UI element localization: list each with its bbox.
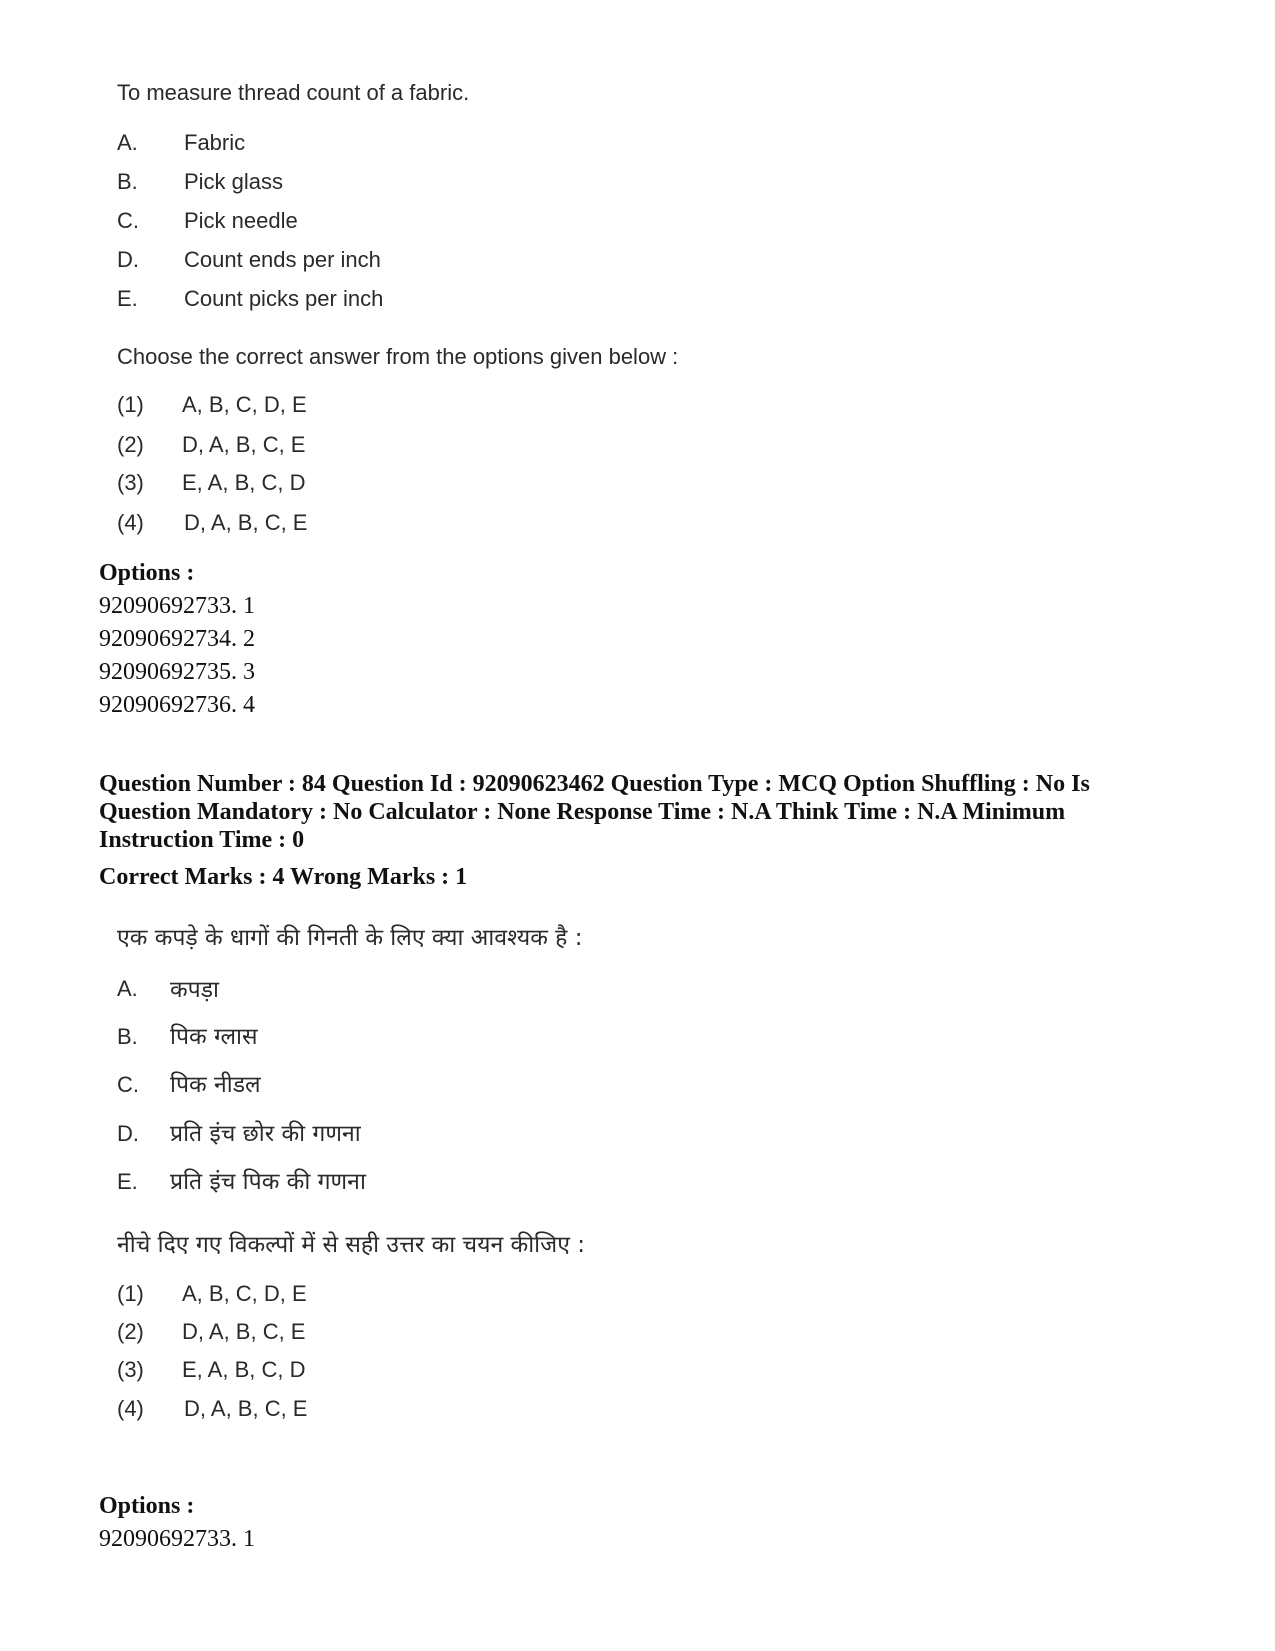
- choice-text: A, B, C, D, E: [182, 392, 307, 417]
- item-letter: A.: [117, 976, 138, 1001]
- options-heading: Options :: [99, 560, 195, 586]
- answer-instruction-english: Choose the correct answer from the options given below :: [117, 344, 679, 369]
- item-text: पिक ग्लास: [170, 1024, 258, 1050]
- choice-number: (2): [117, 432, 144, 457]
- item-text: कपड़ा: [170, 977, 219, 1003]
- options-heading: Options :: [99, 1493, 195, 1519]
- choice-number: (4): [117, 1396, 144, 1421]
- item-text: प्रति इंच पिक की गणना: [170, 1169, 366, 1195]
- item-letter: C.: [117, 208, 139, 233]
- item-letter: B.: [117, 1024, 138, 1049]
- option-item: 92090692733. 1: [99, 1526, 255, 1552]
- item-letter: E.: [117, 1169, 138, 1194]
- item-text: Pick glass: [184, 169, 284, 194]
- option-item: 92090692736. 4: [99, 692, 255, 718]
- item-letter: B.: [117, 169, 138, 194]
- item-text: Pick needle: [184, 208, 298, 233]
- option-item: 92090692734. 2: [99, 626, 255, 652]
- choice-text: D, A, B, C, E: [182, 432, 306, 457]
- choice-text: D, A, B, C, E: [184, 510, 308, 535]
- choice-number: (3): [117, 470, 144, 495]
- choice-number: (1): [117, 1281, 144, 1306]
- item-letter: D.: [117, 1121, 139, 1146]
- item-letter: E.: [117, 286, 138, 311]
- question-metadata: Question Number : 84 Question Id : 92090623462 Question Type : MCQ Option Shuffling : No Is Question Mandatory : No Calculator : None Response Time : N.A Think Time : N.A Minimum Instruction Time : 0: [99, 771, 1090, 853]
- question-stem-english: To measure thread count of a fabric.: [117, 80, 470, 105]
- item-text: Count ends per inch: [184, 247, 381, 272]
- question-marks: Correct Marks : 4 Wrong Marks : 1: [99, 864, 468, 890]
- choice-text: E, A, B, C, D: [182, 1357, 306, 1382]
- item-letter: C.: [117, 1072, 139, 1097]
- choice-number: (3): [117, 1357, 144, 1382]
- question-stem-hindi: एक कपड़े के धागों की गिनती के लिए क्या आवश्यक है :: [117, 925, 583, 951]
- item-text: Count picks per inch: [184, 286, 384, 311]
- item-text: पिक नीडल: [170, 1072, 261, 1098]
- answer-instruction-hindi: नीचे दिए गए विकल्पों में से सही उत्तर का चयन कीजिए :: [117, 1232, 585, 1258]
- item-text: प्रति इंच छोर की गणना: [170, 1121, 361, 1147]
- option-item: 92090692735. 3: [99, 659, 255, 685]
- item-letter: D.: [117, 247, 139, 272]
- choice-text: A, B, C, D, E: [182, 1281, 307, 1306]
- choice-number: (2): [117, 1319, 144, 1344]
- choice-number: (1): [117, 392, 144, 417]
- option-item: 92090692733. 1: [99, 593, 255, 619]
- choice-text: E, A, B, C, D: [182, 470, 306, 495]
- choice-number: (4): [117, 510, 144, 535]
- item-text: Fabric: [184, 130, 246, 155]
- choice-text: D, A, B, C, E: [184, 1396, 308, 1421]
- item-letter: A.: [117, 130, 138, 155]
- choice-text: D, A, B, C, E: [182, 1319, 306, 1344]
